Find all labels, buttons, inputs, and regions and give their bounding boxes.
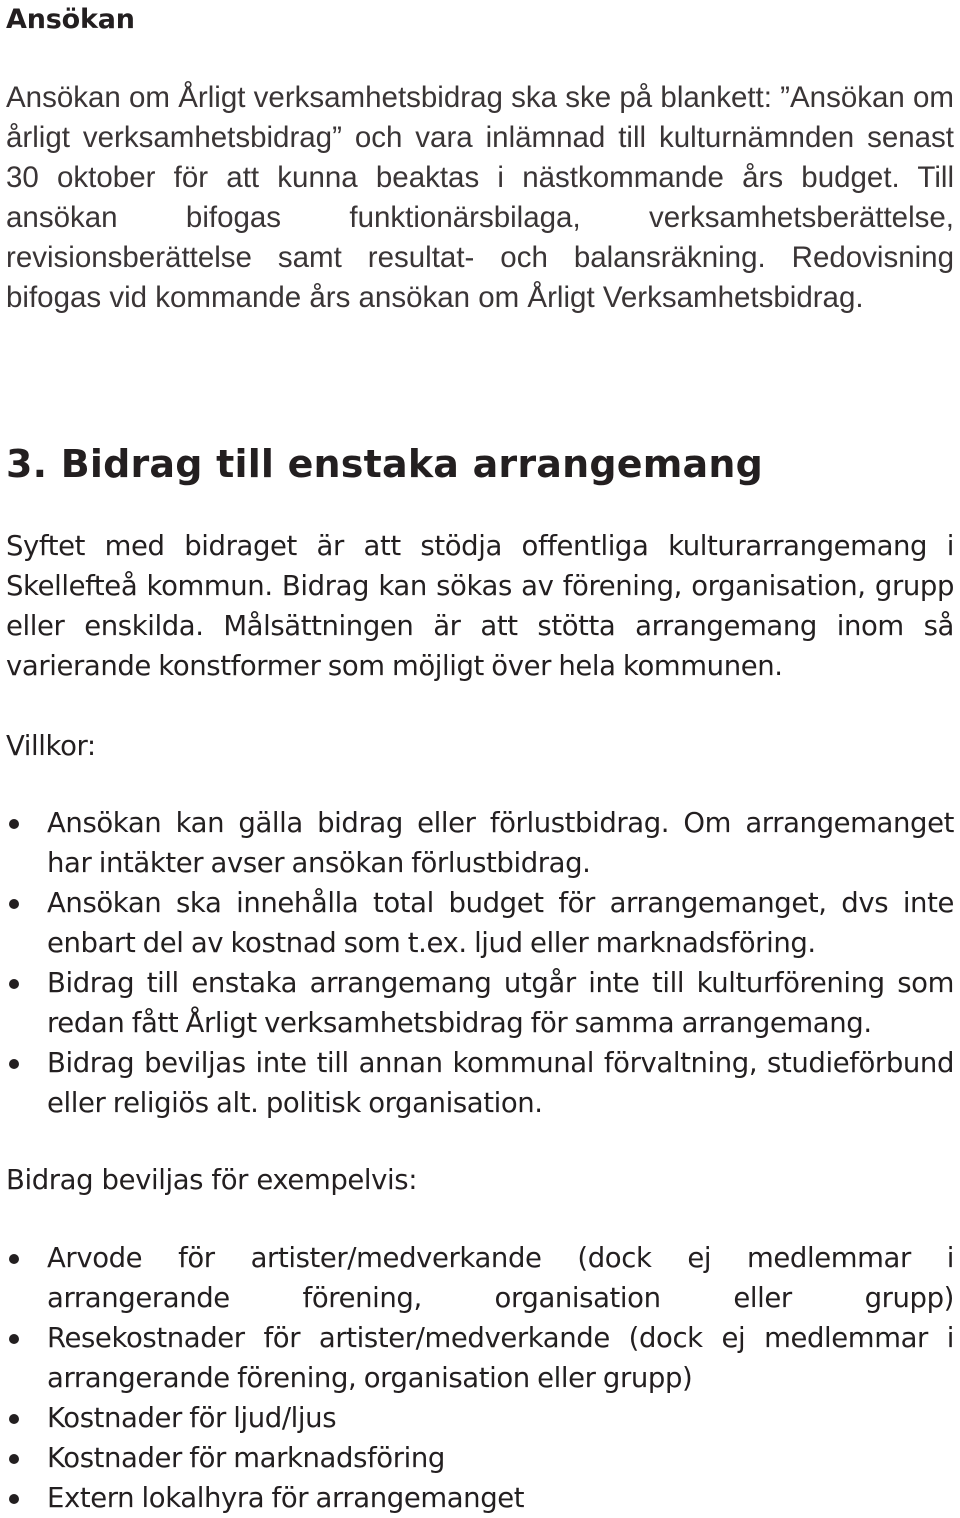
examples-label: Bidrag beviljas för exempelvis: [6,1164,418,1196]
condition-text: Bidrag beviljas inte till annan kommunal förvaltning, studieförbund eller religiös alt. politisk organisation. [47,1047,954,1119]
example-text: Arvode för artister/medverkande (dock ej medlemmar i arrangerande förening, organisation eller grupp) [47,1242,954,1314]
heading-ansokan: Ansökan [6,4,135,35]
bullet-icon [9,1454,19,1464]
list-item [6,1398,954,1438]
conditions-label: Villkor: [6,730,96,762]
condition-text: Bidrag till enstaka arrangemang utgår inte till kulturförening som redan fått Årligt verksamhetsbidrag för samma arrangemang. [47,967,954,1039]
example-text: Extern lokalhyra för arrangemanget [47,1482,525,1514]
bullet-icon [9,1494,19,1504]
list-item [6,803,954,883]
list-item [6,1478,954,1518]
bullet-icon [9,819,19,829]
list-item [6,963,954,1043]
list-item [6,1438,954,1478]
bullet-icon [9,1254,19,1264]
bullet-icon [9,1334,19,1344]
bullet-icon [9,1414,19,1424]
list-item [6,883,954,963]
example-text: Kostnader för ljud/ljus [47,1402,337,1434]
intro-paragraph: Ansökan om Årligt verksamhetsbidrag ska ske på blankett: ”Ansökan om årligt verksamhetsbidrag” och vara inlämnad till kulturnämnden senast 30 oktober för att kunna beaktas i nästkommande års budget. Till ansökan bifogas funktionärsbilaga, verksamhetsberättelse, revisionsberättelse samt resultat- och balansräkning. Redovisning bifogas vid kommande års ansökan om Årligt Verksamhetsbidrag. [6,81,954,314]
conditions-list [6,803,954,1123]
list-item [6,1043,954,1123]
examples-list [6,1238,954,1518]
example-text: Resekostnader för artister/medverkande (dock ej medlemmar i arrangerande förening, organisation eller grupp) [47,1322,954,1394]
list-item [6,1238,954,1318]
purpose-paragraph: Syftet med bidraget är att stödja offentliga kulturarrangemang i Skellefteå kommun. Bidrag kan sökas av förening, organisation, grupp eller enskilda. Målsättningen är att stötta arrangemang inom så varierande konstformer som möjligt över hela kommunen. [6,530,954,682]
example-text: Kostnader för marknadsföring [47,1442,445,1474]
bullet-icon [9,1059,19,1069]
condition-text: Ansökan kan gälla bidrag eller förlustbidrag. Om arrangemanget har intäkter avser ansökan förlustbidrag. [47,807,954,879]
bullet-icon [9,899,19,909]
bullet-icon [9,979,19,989]
list-item [6,1318,954,1398]
condition-text: Ansökan ska innehålla total budget för arrangemanget, dvs inte enbart del av kostnad som t.ex. ljud eller marknadsföring. [47,887,954,959]
section-title: 3. Bidrag till enstaka arrangemang [6,442,764,486]
